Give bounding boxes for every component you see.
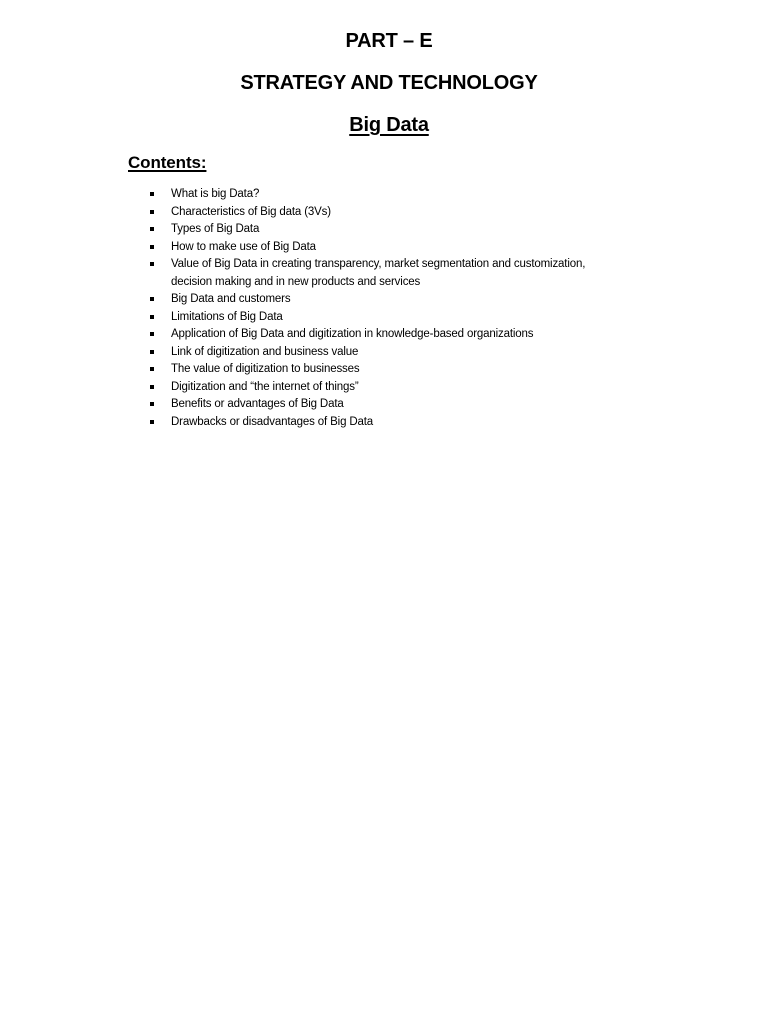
contents-item-label: Digitization and “the internet of things”: [171, 380, 359, 393]
contents-item: [149, 361, 629, 379]
square-bullet-icon: [150, 367, 154, 371]
contents-item: [149, 379, 629, 397]
contents-item-label: Application of Big Data and digitization in knowledge-based organizations: [171, 328, 534, 340]
square-bullet-icon: [150, 315, 154, 319]
contents-list: [149, 186, 629, 431]
square-bullet-icon: [150, 210, 154, 214]
square-bullet-icon: [150, 385, 154, 389]
square-bullet-icon: [150, 245, 154, 249]
contents-item-label: Big Data and customers: [171, 293, 291, 305]
contents-item-label: How to make use of Big Data: [171, 240, 316, 253]
contents-item-label: Link of digitization and business value: [171, 345, 359, 358]
section-heading: STRATEGY AND TECHNOLOGY: [240, 72, 538, 94]
contents-item: [149, 326, 629, 344]
contents-item-label: The value of digitization to businesses: [171, 363, 360, 375]
contents-item-label: Characteristics of Big data (3Vs): [171, 205, 331, 218]
square-bullet-icon: [150, 350, 154, 354]
square-bullet-icon: [150, 297, 154, 301]
square-bullet-icon: [150, 262, 154, 266]
contents-item: [149, 239, 629, 257]
square-bullet-icon: [150, 332, 154, 336]
contents-label: Contents:: [128, 153, 207, 172]
contents-item: [149, 396, 629, 414]
contents-item-label: Value of Big Data in creating transparency, market segmentation and customization, decision making and in new products and services: [171, 258, 586, 288]
contents-item: [149, 256, 629, 291]
part-heading: PART – E: [345, 30, 433, 52]
topic-heading: Big Data: [349, 114, 429, 136]
contents-item: [149, 291, 629, 309]
contents-item-label: What is big Data?: [171, 188, 260, 200]
contents-item: [149, 414, 629, 432]
contents-item-label: Types of Big Data: [171, 223, 260, 235]
contents-item: [149, 309, 629, 327]
contents-item-label: Limitations of Big Data: [171, 310, 283, 323]
contents-item-label: Benefits or advantages of Big Data: [171, 398, 344, 410]
contents-item: [149, 221, 629, 239]
contents-item: [149, 344, 629, 362]
contents-item: [149, 186, 629, 204]
square-bullet-icon: [150, 192, 154, 196]
contents-item-label: Drawbacks or disadvantages of Big Data: [171, 415, 374, 428]
square-bullet-icon: [150, 227, 154, 231]
square-bullet-icon: [150, 420, 154, 424]
contents-item: [149, 204, 629, 222]
square-bullet-icon: [150, 402, 154, 406]
